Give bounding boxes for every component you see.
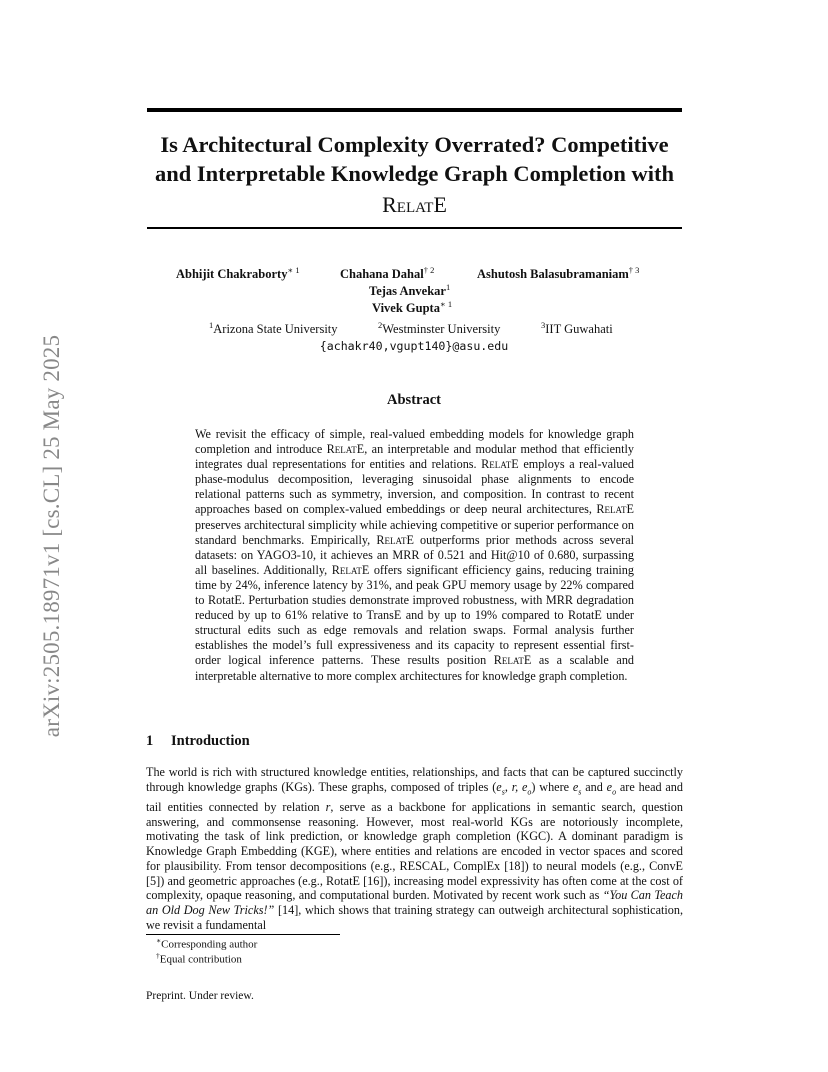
abstract-segment: preserves architectural simplicity while achieving competitive or superior performance on standard benchmarks. Empirically, — [195, 517, 634, 547]
abstract-segment: as a scalable and interpretable alternative to more complex architectures for knowledge graph completion. — [195, 653, 635, 683]
abstract-segment: outperforms prior methods across several datasets: on YAGO3-10, it achieves an MRR of 0.521 and Hit@10 of 0.680, surpassing all baselines. Additionally, — [195, 532, 634, 577]
paper-title — [120, 130, 709, 219]
section-number: 1 — [146, 733, 154, 749]
introduction-text — [146, 765, 683, 933]
footnote-rule — [146, 934, 340, 935]
author-marks: 1 — [445, 282, 451, 292]
section-heading — [146, 733, 250, 750]
affiliation-number: 1 — [209, 320, 214, 330]
abstract-segment: employs a real-valued phase-modulus decomposition, leveraging sinusoidal phase alignments to encode relational patterns such as symmetry, inversion, and composition. In contrast to recent approaches based on complex-valued embeddings or deep neural architectures, — [195, 457, 634, 517]
author-4 — [369, 282, 450, 299]
footnote-text: Corresponding author — [161, 938, 258, 951]
author-1 — [176, 265, 300, 282]
author-name: Tejas Anvekar — [369, 284, 446, 299]
author-5 — [372, 299, 452, 316]
title-rule-bottom — [147, 227, 682, 229]
affiliation-name: Westminster University — [382, 322, 501, 337]
author-marks: ∗ 1 — [287, 265, 300, 275]
intro-segment: , serve as a backbone for applications in semantic search, question answering, and commonsense reasoning. However, most real-world KGs are notoriously incomplete, motivating the task of link prediction, or knowledge graph completion (KGC). A dominant paradigm is Knowledge Graph Embedding (KGE), where entities and relations are encoded in vector spaces and scored for plausibility. From tensor decompositions (e.g., RESCAL, ComplEx [18]) to neural models (e.g., ConvE [5]) and geometric approaches (e.g., RotatE [16]), increasing model expressivity has often come at the cost of complexity, opaque reasoning, and computational burden. Motivated by recent work such as — [146, 799, 683, 903]
author-name: Ashutosh Balasubramaniam — [477, 267, 629, 282]
footnote-2 — [156, 951, 242, 966]
affiliation-2 — [378, 320, 500, 337]
affiliation-name: IIT Guwahati — [545, 322, 613, 337]
intro-segment: ) where — [531, 779, 573, 794]
contact-email: {achakr40,vgupt140}@asu.edu — [319, 339, 509, 353]
footnote-1 — [156, 936, 257, 951]
author-marks: † 3 — [628, 265, 640, 275]
author-name: Abhijit Chakraborty — [176, 267, 288, 282]
method-name: RelatE — [326, 442, 365, 457]
method-name: RelatE — [596, 502, 634, 517]
triple-math: $e_s$, r, $e_o$ — [496, 779, 532, 797]
title-method-name: RelatE — [382, 192, 447, 217]
arxiv-identifier: arXiv:2505.18971v1 [cs.CL] 25 May 2025 — [39, 334, 64, 738]
author-name: Chahana Dahal — [340, 267, 424, 282]
footnote-mark: † — [156, 951, 160, 960]
abstract-text — [195, 427, 634, 684]
affiliation-number: 3 — [541, 320, 546, 330]
section-title: Introduction — [171, 733, 250, 749]
abstract-segment: , an interpretable and modular method that efficiently integrates dual representations for entities and relations. — [195, 442, 634, 472]
abstract-segment: We revisit the efficacy of simple, real-valued embedding models for knowledge graph completion and introduce — [195, 427, 634, 457]
affiliation-3 — [541, 320, 613, 337]
title-line-1: Is Architectural Complexity Overrated? Competitive — [160, 132, 669, 157]
abstract-segment: offers significant efficiency gains, reducing training time by 24%, inference latency by 31%, and peak GPU memory usage by 22% compared to RotatE. Perturbation studies demonstrate improved robustness, with MRR degradation reduced by up to 61% relative to TransE and by up to 19% compared to RotatE under structural edits such as edge removals and relation swaps. Formal analysis further establishes the model’s full expressiveness and its capacity to represent essential first-order logical inference patterns. These results position — [195, 562, 634, 668]
cited-title: “You Can Teach an Old Dog New Tricks!” — [146, 888, 683, 918]
footnote-text: Equal contribution — [159, 953, 242, 966]
head-entity-math: $e_s$ — [572, 779, 582, 797]
title-line-2: and Interpretable Knowledge Graph Completion with — [155, 161, 674, 186]
method-name: RelatE — [376, 532, 414, 547]
method-name: RelatE — [493, 653, 532, 668]
author-marks: † 2 — [423, 265, 435, 275]
author-3 — [477, 265, 639, 282]
tail-entity-math: $e_o$ — [606, 779, 617, 797]
affiliation-name: Arizona State University — [213, 322, 338, 337]
preprint-note: Preprint. Under review. — [146, 990, 254, 1002]
method-name: RelatE — [481, 457, 519, 472]
affiliation-number: 2 — [378, 320, 383, 330]
author-name: Vivek Gupta — [372, 301, 440, 316]
affiliation-1 — [209, 320, 338, 337]
author-2 — [340, 265, 434, 282]
intro-segment: and — [581, 779, 607, 794]
intro-segment: [14], which shows that training strategy can outweigh architectural sophistication, we revisit a fundamental — [146, 903, 683, 932]
title-rule-top — [147, 108, 682, 112]
relation-math: r — [325, 799, 331, 814]
method-name: RelatE — [331, 562, 370, 577]
abstract-heading: Abstract — [387, 392, 441, 408]
author-marks: ∗ 1 — [439, 299, 453, 309]
footnote-mark: ∗ — [156, 936, 162, 945]
intro-segment: The world is rich with structured knowledge entities, relationships, and facts that can be captured succinctly through knowledge graphs (KGs). These graphs, composed of triples ( — [146, 765, 683, 794]
intro-segment: are head and tail entities connected by relation — [146, 779, 683, 814]
